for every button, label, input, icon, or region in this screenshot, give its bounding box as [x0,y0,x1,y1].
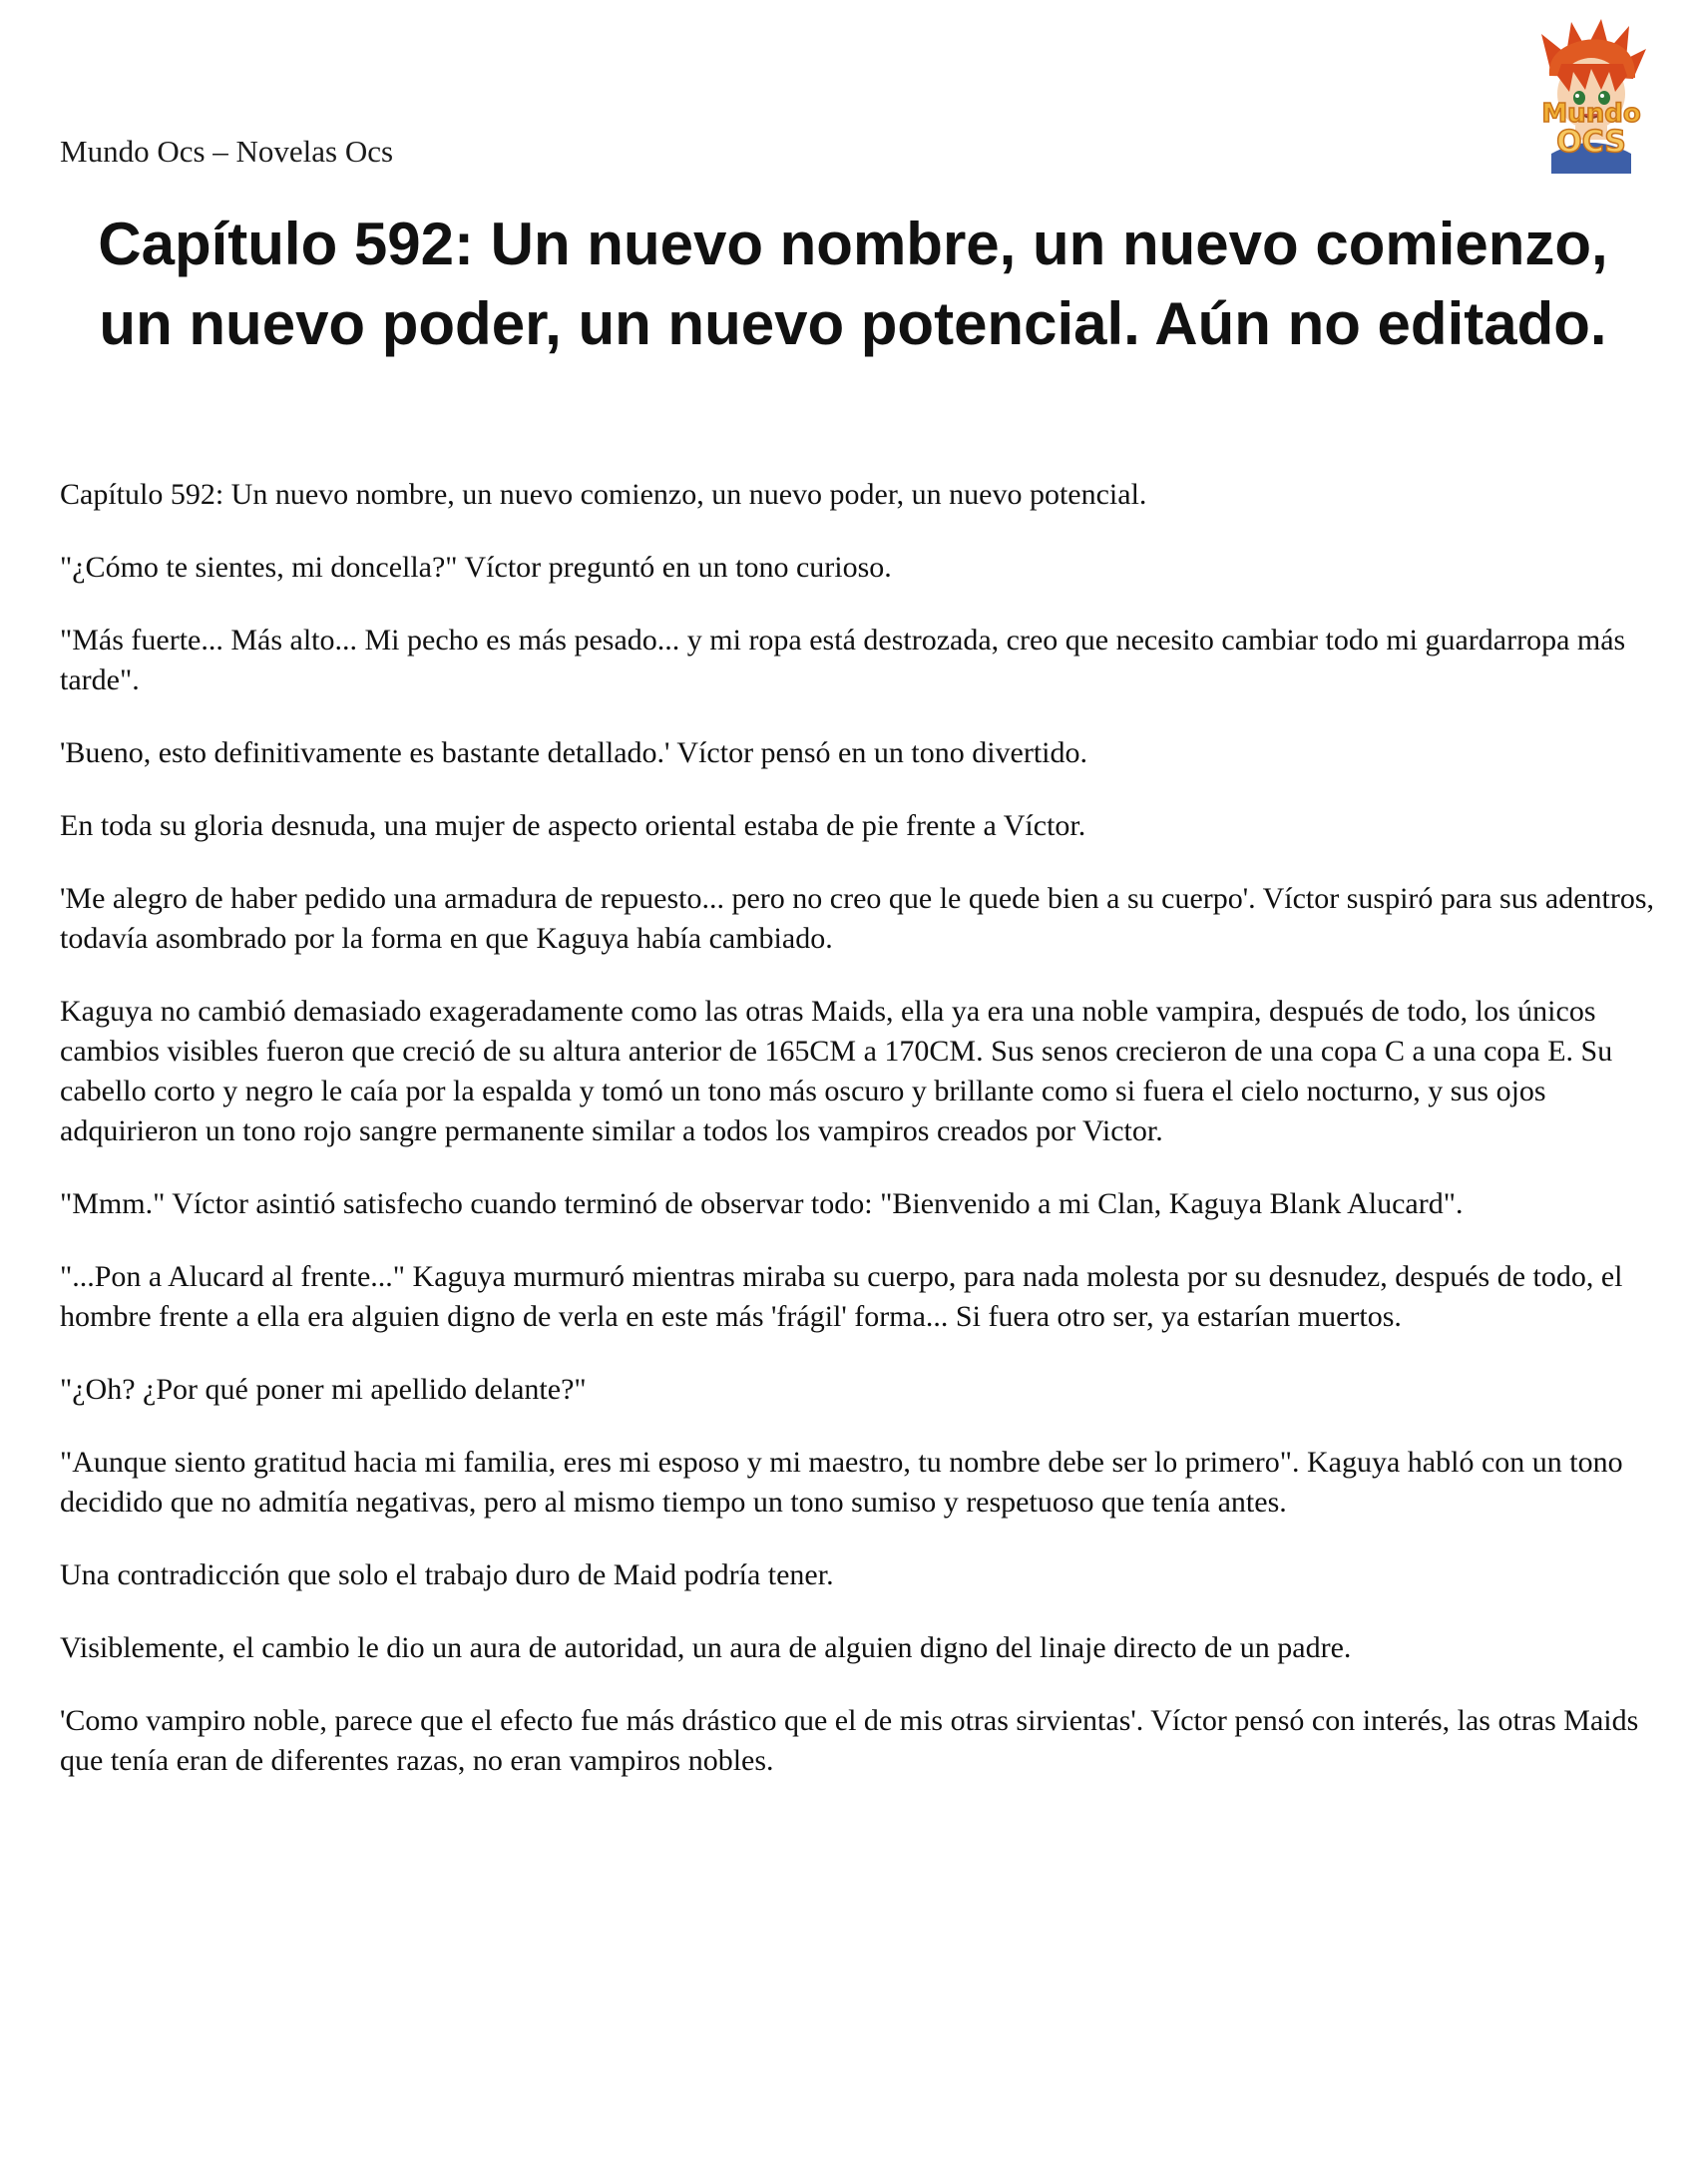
paragraph: "...Pon a Alucard al frente..." Kaguya murmuró mientras miraba su cuerpo, para nada molesta por su desnudez, después de todo, el hombre frente a ella era alguien digno de verla en este más 'frágil' forma... Si fuera otro ser, ya estarían muertos. [60,1260,1623,1333]
chapter-body [60,475,1656,1814]
mundo-ocs-logo-icon [1511,14,1671,174]
paragraph: 'Bueno, esto definitivamente es bastante detallado.' Víctor pensó en un tono divertido. [60,736,1088,769]
paragraph: Capítulo 592: Un nuevo nombre, un nuevo comienzo, un nuevo poder, un nuevo potencial. [60,478,1147,511]
paragraph: En toda su gloria desnuda, una mujer de aspecto oriental estaba de pie frente a Víctor. [60,809,1086,842]
paragraph: Kaguya no cambió demasiado exageradamente como las otras Maids, ella ya era una noble vampira, después de todo, los únicos cambios visibles fueron que creció de su altura anterior de 165CM a 170CM. Sus senos crecieron de una copa C a una copa E. Su cabello corto y negro le caía por la espalda y tomó un tono más oscuro y brillante como si fuera el cielo nocturno, y sus ojos adquirieron un tono rojo sangre permanente similar a todos los vampiros creados por Victor. [60,995,1613,1147]
paragraph: "¿Cómo te sientes, mi doncella?" Víctor preguntó en un tono curioso. [60,551,892,584]
svg-text:Mundo: Mundo [1541,99,1641,129]
chapter-title: Capítulo 592: Un nuevo nombre, un nuevo comienzo, un nuevo poder, un nuevo potencial. Aún no editado. [98,211,1608,357]
paragraph: Visiblemente, el cambio le dio un aura de autoridad, un aura de alguien digno del linaje directo de un padre. [60,1631,1352,1664]
site-label: Mundo Ocs – Novelas Ocs [60,134,394,169]
paragraph: "¿Oh? ¿Por qué poner mi apellido delante?" [60,1373,587,1406]
paragraph: "Aunque siento gratitud hacia mi familia, eres mi esposo y mi maestro, tu nombre debe ser lo primero". Kaguya habló con un tono decidido que no admitía negativas, pero al mismo tiempo un tono sumiso y respetuoso que tenía antes. [60,1446,1623,1519]
paragraph: "Mmm." Víctor asintió satisfecho cuando terminó de observar todo: "Bienvenido a mi Clan, Kaguya Blank Alucard". [60,1187,1464,1220]
paragraph: "Más fuerte... Más alto... Mi pecho es más pesado... y mi ropa está destrozada, creo que necesito cambiar todo mi guardarropa más tarde". [60,624,1626,696]
paragraph: Una contradicción que solo el trabajo duro de Maid podría tener. [60,1558,834,1591]
paragraph: 'Como vampiro noble, parece que el efecto fue más drástico que el de mis otras sirvientas'. Víctor pensó con interés, las otras Maids que tenía eran de diferentes razas, no eran vampiros nobles. [60,1704,1639,1777]
paragraph: 'Me alegro de haber pedido una armadura de repuesto... pero no creo que le quede bien a su cuerpo'. Víctor suspiró para sus adentros, todavía asombrado por la forma en que Kaguya había cambiado. [60,882,1655,955]
svg-text:OCS: OCS [1556,125,1626,160]
